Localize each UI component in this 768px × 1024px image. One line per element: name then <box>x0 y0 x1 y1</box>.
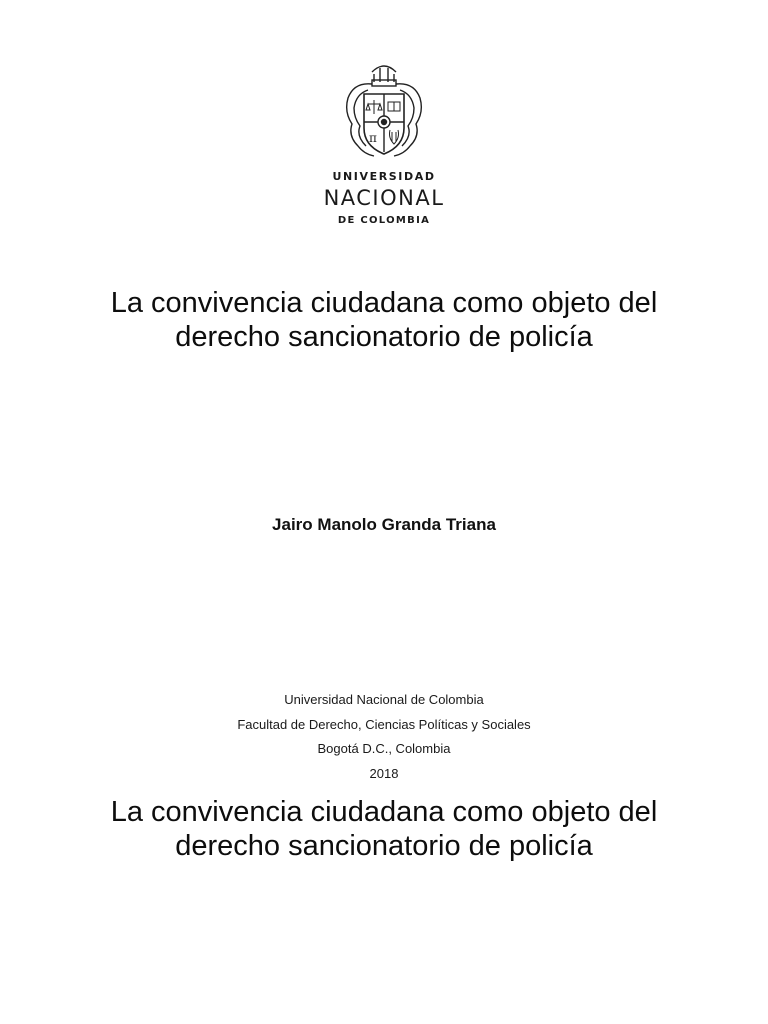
logo-text-universidad: UNIVERSIDAD <box>332 170 436 183</box>
institution-info <box>84 688 684 786</box>
university-logo <box>314 58 454 234</box>
faculty-name: Facultad de Derecho, Ciencias Políticas y Sociales <box>237 716 531 732</box>
logo-text-de-colombia: DE COLOMBIA <box>337 215 431 226</box>
document-title: La convivencia ciudadana como objeto del derecho sancionatorio de policía <box>110 287 658 353</box>
year: 2018 <box>369 765 399 781</box>
university-crest-icon <box>314 58 454 163</box>
city-name: Bogotá D.C., Colombia <box>317 741 451 756</box>
university-name: Universidad Nacional de Colombia <box>284 692 484 707</box>
logo-text-nacional: NACIONAL <box>323 186 445 210</box>
document-title-repeat: La convivencia ciudadana como objeto del derecho sancionatorio de policía <box>110 796 658 862</box>
svg-text:π: π <box>369 131 377 145</box>
author-name: Jairo Manolo Granda Triana <box>272 515 496 534</box>
